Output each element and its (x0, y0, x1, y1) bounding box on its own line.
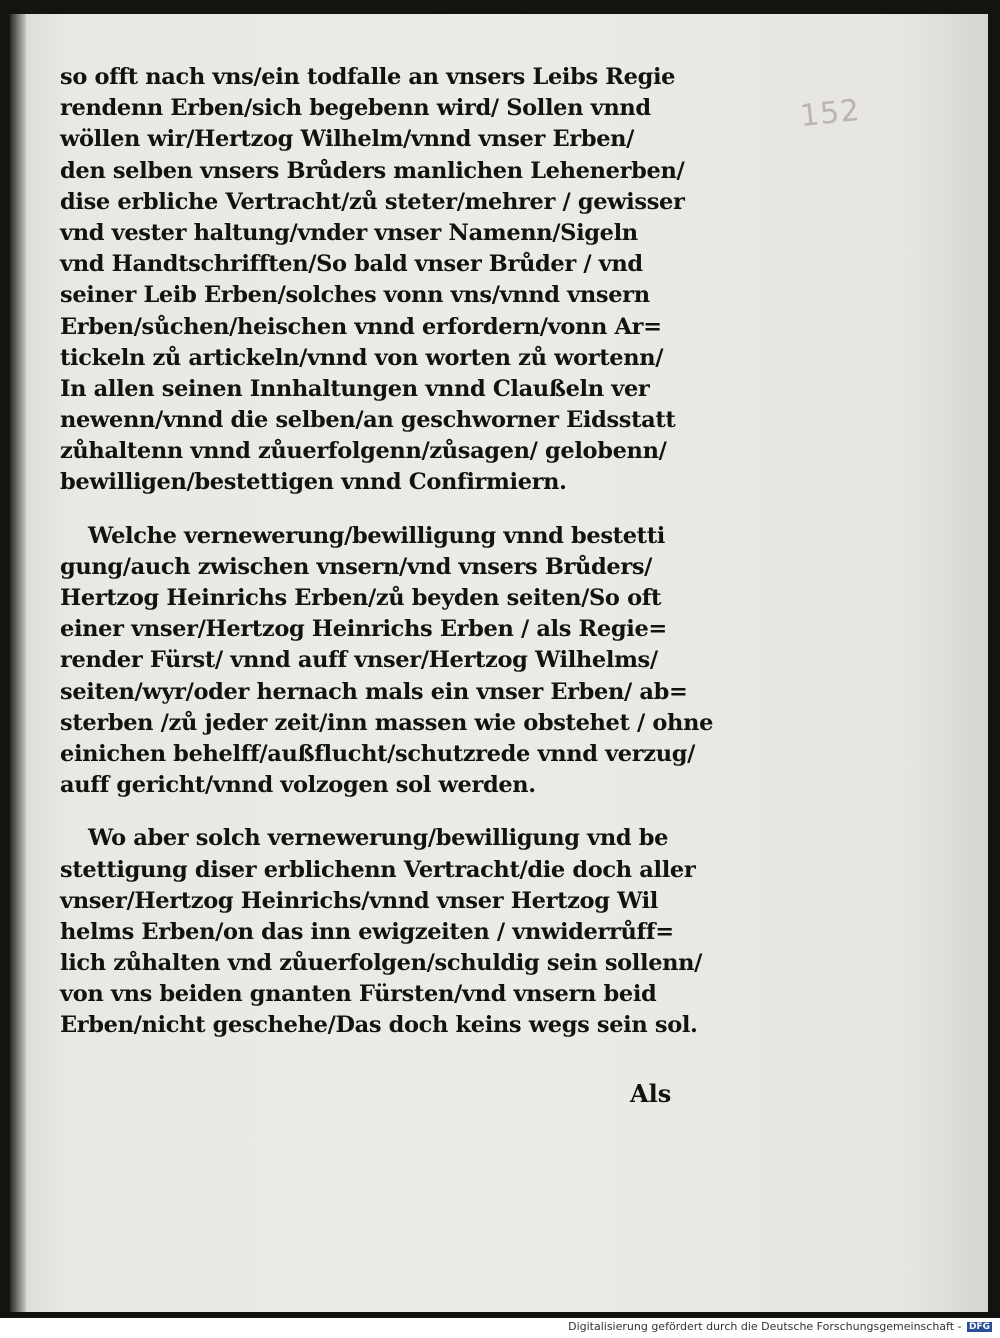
text-line: einer vnser/Hertzog Heinrichs Erben / als Regie= (60, 616, 667, 643)
dfg-logo: DFG (968, 1322, 990, 1332)
text-line: bewilligen/bestettigen vnnd Confirmiern. (60, 469, 567, 496)
text-line: Hertzog Heinrichs Erben/zů beyden seiten/So oft (60, 585, 662, 611)
paragraph-3 (60, 823, 703, 1041)
text-line: Welche vernewerung/bewilligung vnnd bestetti (88, 522, 665, 549)
paragraph-gap (60, 499, 700, 521)
text-line: einichen behelff/außflucht/schutzrede vnnd verzug/ (60, 740, 695, 767)
text-line: den selben vnsers Brůders manlichen Lehenerben/ (60, 157, 685, 184)
handwritten-page-number: 152 (798, 92, 862, 135)
text-line: seiten/wyr/oder hernach mals ein vnser Erben/ ab= (60, 678, 688, 705)
footer-text: Digitalisierung gefördert durch die Deutsche Forschungsgemeinschaft - (568, 1320, 962, 1333)
text-line: auff gericht/vnnd volzogen sol werden. (60, 772, 536, 799)
text-line: helms Erben/on das inn ewigzeiten / vnwiderrůff= (60, 918, 674, 945)
text-line: vnser/Hertzog Heinrichs/vnnd vnser Hertzog Wil (60, 887, 658, 914)
text-line: Erben/sůchen/heischen vnnd erfordern/vonn Ar= (60, 313, 662, 340)
page-gutter-shadow (10, 14, 26, 1312)
text-line: lich zůhalten vnd zůuerfolgen/schuldig sein sollenn/ (60, 950, 703, 977)
digitization-credit (568, 1320, 992, 1333)
text-line: stettigung diser erblichenn Vertracht/die doch aller (60, 856, 696, 883)
text-line: Erben/nicht geschehe/Das doch keins wegs sein sol. (60, 1012, 698, 1039)
main-text-block (60, 62, 714, 1042)
text-line: zůhaltenn vnnd zůuerfolgenn/zůsagen/ gelobenn/ (60, 438, 667, 465)
text-line: von vns beiden gnanten Fürsten/vnd vnsern beid (60, 981, 657, 1008)
text-line: newenn/vnnd die selben/an geschworner Eidsstatt (60, 407, 676, 434)
text-line: gung/auch zwischen vnsern/vnd vnsers Brůders/ (60, 553, 653, 580)
text-line: wöllen wir/Hertzog Wilhelm/vnnd vnser Erben/ (60, 126, 635, 153)
text-line: vnd vester haltung/vnder vnser Namenn/Sigeln (60, 219, 638, 246)
text-line: vnd Handtschrifften/So bald vnser Brůder / vnd (60, 251, 643, 278)
text-line: so offt nach vns/ein todfalle an vnsers Leibs Regie (60, 64, 676, 90)
text-line: rendenn Erben/sich begebenn wird/ Sollen vnnd (60, 95, 651, 122)
paragraph-1 (60, 62, 700, 499)
text-line: In allen seinen Innhaltungen vnnd Claußeln ver (60, 375, 650, 402)
text-line: Wo aber solch vernewerung/bewilligung vnd be (88, 825, 669, 852)
paragraph-gap (60, 801, 700, 823)
text-line: tickeln zů artickeln/vnnd von worten zů wortenn/ (60, 344, 664, 371)
paragraph-2 (60, 521, 714, 802)
text-line: seiner Leib Erben/solches vonn vns/vnnd vnsern (60, 282, 650, 309)
text-line: sterben /zů jeder zeit/inn massen wie obstehet / ohne (60, 709, 714, 736)
catchword: Als (630, 1079, 672, 1108)
text-line: render Fürst/ vnnd auff vnser/Hertzog Wilhelms/ (60, 647, 658, 674)
text-line: dise erbliche Vertracht/zů steter/mehrer / gewisser (60, 188, 685, 215)
